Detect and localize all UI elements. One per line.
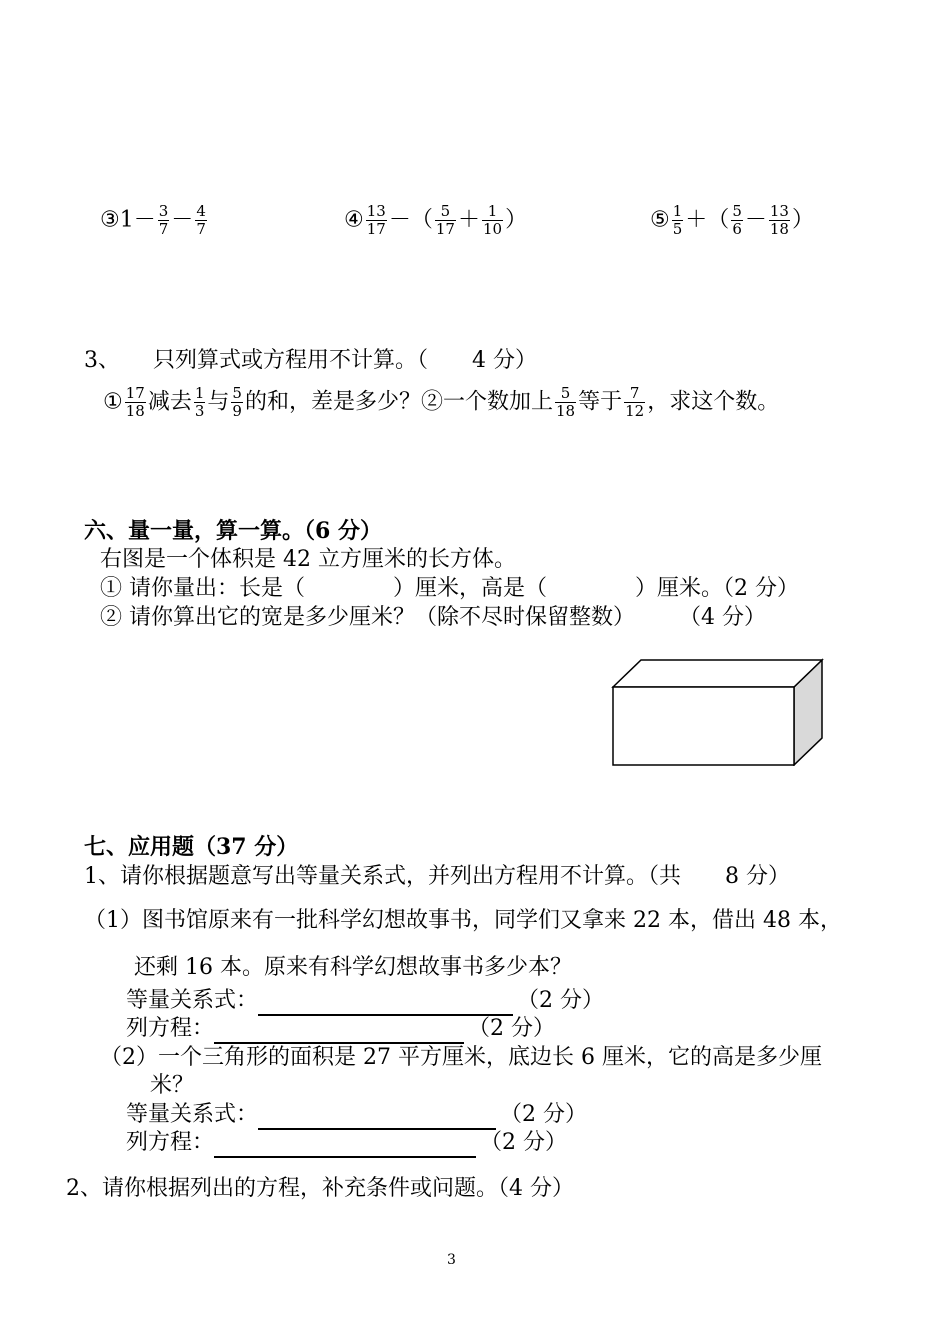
- denominator: 18: [125, 402, 145, 420]
- section-6-line-1: 右图是一个体积是 42 立方厘米的长方体。: [100, 547, 516, 572]
- operator: －: [133, 207, 156, 233]
- denominator: 18: [769, 220, 789, 238]
- problem-1-line-a: （1）图书馆原来有一批科学幻想故事书，同学们又拿来 22 本，借出 48 本，: [84, 908, 842, 933]
- denominator: 17: [435, 220, 455, 238]
- section-7-question-2: 2、请你根据列出的方程，补充条件或问题。（4 分）: [66, 1176, 574, 1201]
- points: （2 分）: [517, 988, 605, 1013]
- operator: －: [171, 207, 194, 233]
- denominator: 7: [158, 220, 169, 238]
- paren: ）: [505, 207, 528, 233]
- page-number: 3: [447, 1252, 456, 1268]
- expr-3: [100, 203, 209, 238]
- text: 与: [207, 389, 230, 415]
- fraction: [435, 203, 456, 238]
- expr-4: [344, 203, 527, 238]
- equation-answer-blank[interactable]: [214, 1020, 464, 1044]
- numerator: 5: [732, 202, 742, 220]
- fraction: [731, 203, 743, 238]
- paren: ）: [791, 207, 814, 233]
- problem-2-equation-row: [126, 1128, 567, 1158]
- denominator: 18: [556, 402, 576, 420]
- text: 的和，差是多少？: [244, 389, 421, 415]
- relation-label: 等量关系式：: [126, 988, 259, 1013]
- section-7-question-1: 1、请你根据题意写出等量关系式，并列出方程用不计算。（共 8 分）: [84, 864, 790, 889]
- numerator: 7: [629, 384, 640, 402]
- section-6-heading: 六、量一量，算一算。（6 分）: [84, 518, 382, 544]
- denominator: 12: [625, 402, 645, 420]
- problem-2-line-a: （2）一个三角形的面积是 27 平方厘米，底边长 6 厘米，它的高是多少厘: [100, 1045, 822, 1070]
- fraction: [366, 203, 387, 238]
- numerator: 4: [196, 202, 206, 220]
- relation-label: 等量关系式：: [126, 1102, 259, 1127]
- problem-1-relation-row: [126, 986, 604, 1016]
- text: 减去: [147, 389, 192, 415]
- text: 一个数加上: [442, 389, 553, 415]
- fraction: [231, 385, 243, 420]
- numerator: 1: [672, 202, 683, 220]
- problem-1-line-b: 还剩 16 本。原来有科学幻想故事书多少本？: [134, 955, 572, 980]
- whole-number: 1: [119, 207, 134, 233]
- fraction: [195, 203, 207, 238]
- points: （2 分）: [480, 1130, 568, 1155]
- denominator: 10: [482, 220, 503, 238]
- numerator: 13: [366, 202, 386, 220]
- text: ，求这个数。: [647, 389, 780, 415]
- operator: －: [744, 207, 767, 233]
- denominator: 6: [732, 220, 742, 238]
- item-mark: ③: [100, 207, 120, 233]
- text: 等于: [578, 389, 623, 415]
- denominator: 3: [194, 402, 205, 420]
- fraction: [624, 385, 645, 420]
- points: （2 分）: [468, 1016, 556, 1041]
- fraction: [672, 203, 684, 238]
- numerator: 5: [440, 202, 451, 220]
- operator: ＋: [457, 207, 480, 233]
- question-3-items: [103, 385, 779, 420]
- item-mark: ②: [420, 389, 443, 415]
- section-7-heading: 七、应用题（37 分）: [84, 834, 299, 860]
- cuboid-top-face: [613, 660, 822, 687]
- equation-label: 列方程：: [126, 1130, 215, 1155]
- cuboid-front-face: [613, 687, 794, 765]
- problem-2-line-b: 米？: [150, 1073, 195, 1098]
- paren: （: [707, 207, 730, 233]
- numerator: 1: [487, 202, 498, 220]
- denominator: 7: [196, 220, 206, 238]
- equation-answer-blank[interactable]: [214, 1134, 476, 1158]
- numerator: 1: [194, 384, 205, 402]
- denominator: 5: [672, 220, 683, 238]
- numerator: 13: [769, 202, 789, 220]
- problem-1-equation-row: [126, 1014, 555, 1044]
- numerator: 17: [125, 384, 145, 402]
- numerator: 3: [158, 202, 169, 220]
- item-mark: ⑤: [650, 207, 670, 233]
- numerator: 5: [232, 384, 242, 402]
- fraction: [555, 385, 576, 420]
- paren: （: [410, 207, 433, 233]
- expr-5: [650, 203, 814, 238]
- points: （2 分）: [500, 1102, 588, 1127]
- section-6-line-3: ② 请你算出它的宽是多少厘米？（除不尽时保留整数） （4 分）: [100, 605, 766, 630]
- fraction: [769, 203, 790, 238]
- numerator: 5: [560, 384, 571, 402]
- fraction: [158, 203, 170, 238]
- section-6-line-2: ① 请你量出：长是（ ）厘米，高是（ ）厘米。（2 分）: [100, 576, 799, 601]
- relation-answer-blank[interactable]: [258, 992, 513, 1016]
- relation-answer-blank[interactable]: [258, 1106, 496, 1130]
- cuboid-figure: [610, 656, 825, 766]
- denominator: 17: [366, 220, 386, 238]
- question-3-heading: 3、 只列算式或方程用不计算。（ 4 分）: [84, 348, 537, 373]
- denominator: 9: [232, 402, 242, 420]
- operator: ＋: [685, 207, 708, 233]
- item-mark: ①: [103, 389, 123, 415]
- fraction: [482, 203, 503, 238]
- equation-label: 列方程：: [126, 1016, 215, 1041]
- fraction: [194, 385, 206, 420]
- operator: －: [388, 207, 411, 233]
- problem-2-relation-row: [126, 1100, 587, 1130]
- item-mark: ④: [344, 207, 364, 233]
- fraction: [125, 385, 146, 420]
